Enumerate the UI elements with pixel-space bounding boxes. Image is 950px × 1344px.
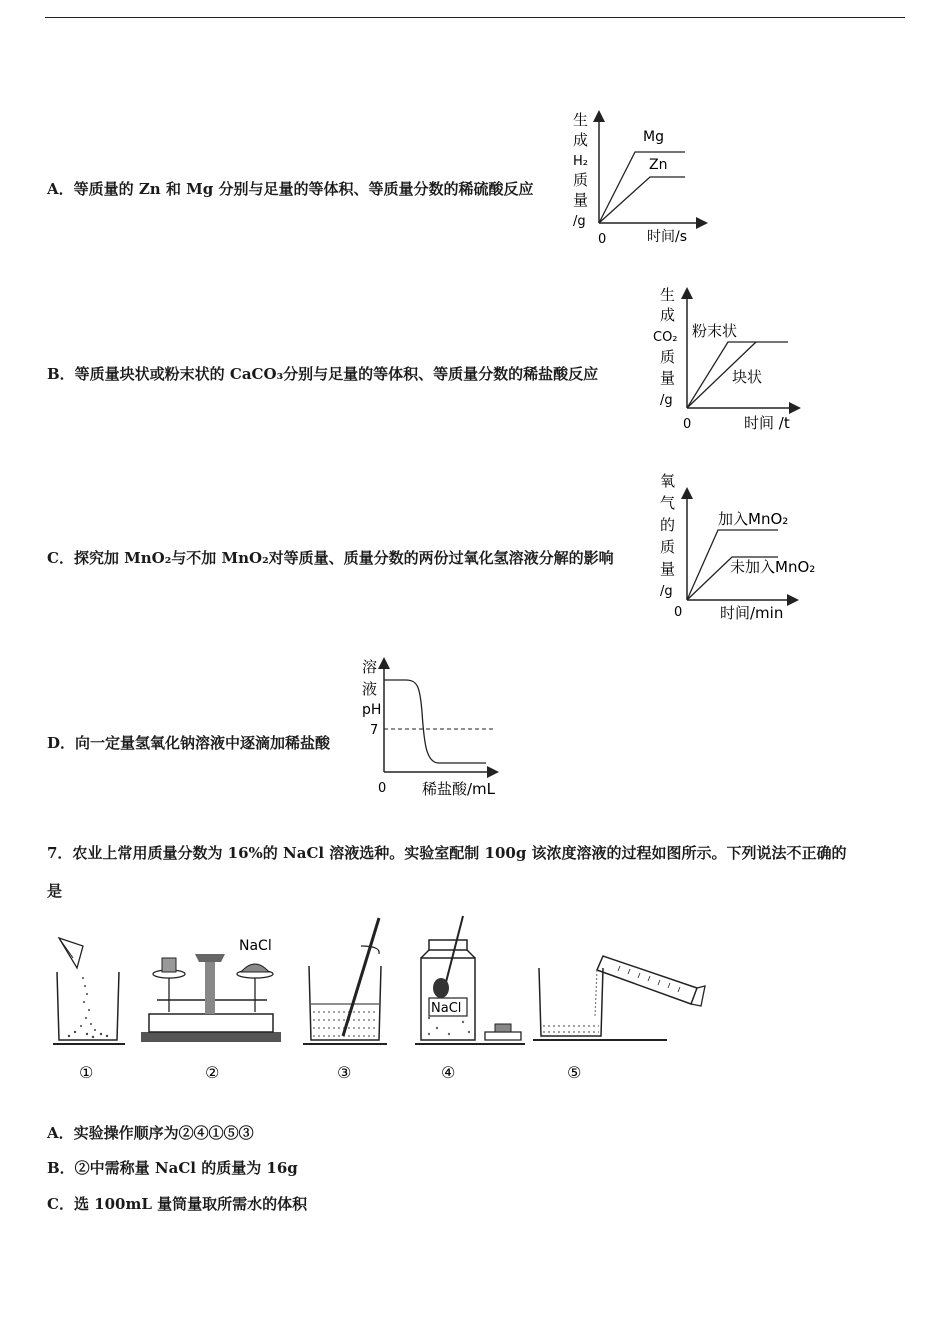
graph-d-origin: 0: [378, 781, 387, 796]
step2-balance: [141, 938, 281, 1042]
step4-reagent-bottle: [415, 916, 525, 1044]
balance-nacl-label: NaCl: [239, 938, 272, 954]
graph-a-ylabel-4: 质: [573, 171, 589, 189]
lab-apparatus-figure: [45, 906, 710, 1096]
question7-choice-b: B．②中需称量 NaCl 的质量为 16g: [47, 1159, 298, 1177]
step1-dissolve-setup: [53, 938, 125, 1044]
option-d-text: D．向一定量氢氧化钠溶液中逐滴加稀盐酸: [47, 734, 331, 752]
graph-a-ylabel-2: 成: [573, 131, 589, 149]
graph-a-ylabel-6: /g: [573, 214, 586, 229]
option-b-text: B．等质量块状或粉末状的 CaCO₃分别与足量的等体积、等质量分数的稀盐酸反应: [47, 365, 599, 383]
graph-c-ylabel-4: 质: [660, 538, 676, 556]
step-label-5: ⑤: [567, 1063, 582, 1082]
graph-d-curve: [384, 680, 486, 763]
graph-b-label-powder: 粉末状: [692, 322, 738, 340]
graph-d: [358, 652, 508, 802]
graph-b-xlabel: 时间 /t: [744, 414, 790, 432]
graph-b-ylabel-1: 生: [660, 286, 676, 304]
bottle-nacl-label: NaCl: [431, 1001, 462, 1016]
graph-b-ylabel-2: 成: [660, 306, 676, 324]
graph-a-ylabel-5: 量: [573, 191, 589, 209]
graph-c-ylabel-2: 气: [660, 494, 676, 512]
graph-b-origin: 0: [683, 417, 692, 432]
graph-c-xlabel: 时间/min: [720, 604, 784, 622]
question7-stem-line1: 7．农业上常用质量分数为 16%的 NaCl 溶液选种。实验室配制 100g 该浓度溶液的过程如图所示。下列说法不正确的: [47, 844, 847, 862]
graph-a-label-zn: Zn: [649, 157, 668, 173]
graph-c: [654, 468, 834, 628]
question7-choice-c: C．选 100mL 量筒量取所需水的体积: [47, 1195, 308, 1213]
option-c-text: C．探究加 MnO₂与不加 MnO₂对等质量、质量分数的两份过氧化氢溶液分解的影响: [47, 549, 614, 567]
step-label-1: ①: [79, 1063, 94, 1082]
graph-c-label-with: 加入MnO₂: [718, 510, 789, 528]
graph-d-ylabel-2: 液: [362, 680, 378, 698]
step-label-2: ②: [205, 1063, 220, 1082]
graph-a-ylabel-3: H₂: [573, 154, 588, 169]
graph-b-label-block: 块状: [732, 368, 763, 386]
graph-b: [650, 282, 810, 437]
graph-a-xlabel: 时间/s: [647, 229, 688, 245]
question7-stem-line2: 是: [47, 882, 63, 900]
graph-a-line-mg: [599, 152, 685, 223]
question7-choice-a: A．实验操作顺序为②④①⑤③: [47, 1124, 254, 1142]
graph-a-label-mg: Mg: [643, 129, 664, 145]
graph-b-ylabel-3: CO₂: [653, 330, 678, 345]
graph-c-ylabel-3: 的: [660, 516, 676, 534]
step-label-4: ④: [441, 1063, 456, 1082]
graph-a: [565, 105, 715, 250]
graph-c-ylabel-5: 量: [660, 560, 676, 578]
graph-b-ylabel-5: 量: [660, 369, 676, 387]
graph-b-ylabel-4: 质: [660, 348, 676, 366]
graph-b-ylabel-6: /g: [660, 393, 673, 408]
step-label-3: ③: [337, 1063, 352, 1082]
graph-d-ylabel-1: 溶: [362, 658, 378, 676]
graph-a-line-zn: [599, 177, 685, 223]
graph-c-ylabel-1: 氧: [660, 472, 676, 490]
graph-c-origin: 0: [674, 605, 683, 620]
graph-d-xlabel: 稀盐酸/mL: [422, 780, 496, 798]
graph-a-ylabel-1: 生: [573, 111, 589, 129]
graph-c-label-without: 未加入MnO₂: [730, 558, 816, 576]
graph-d-tick-7: 7: [370, 723, 379, 738]
graph-c-ylabel-6: /g: [660, 584, 673, 599]
header-rule: [45, 17, 905, 18]
graph-d-ylabel-3: pH: [362, 702, 382, 718]
step3-stirring: [303, 918, 387, 1044]
step5-measuring-cylinder: [533, 956, 705, 1040]
option-a-text: A．等质量的 Zn 和 Mg 分别与足量的等体积、等质量分数的稀硫酸反应: [47, 180, 534, 198]
graph-a-origin: 0: [598, 232, 607, 247]
